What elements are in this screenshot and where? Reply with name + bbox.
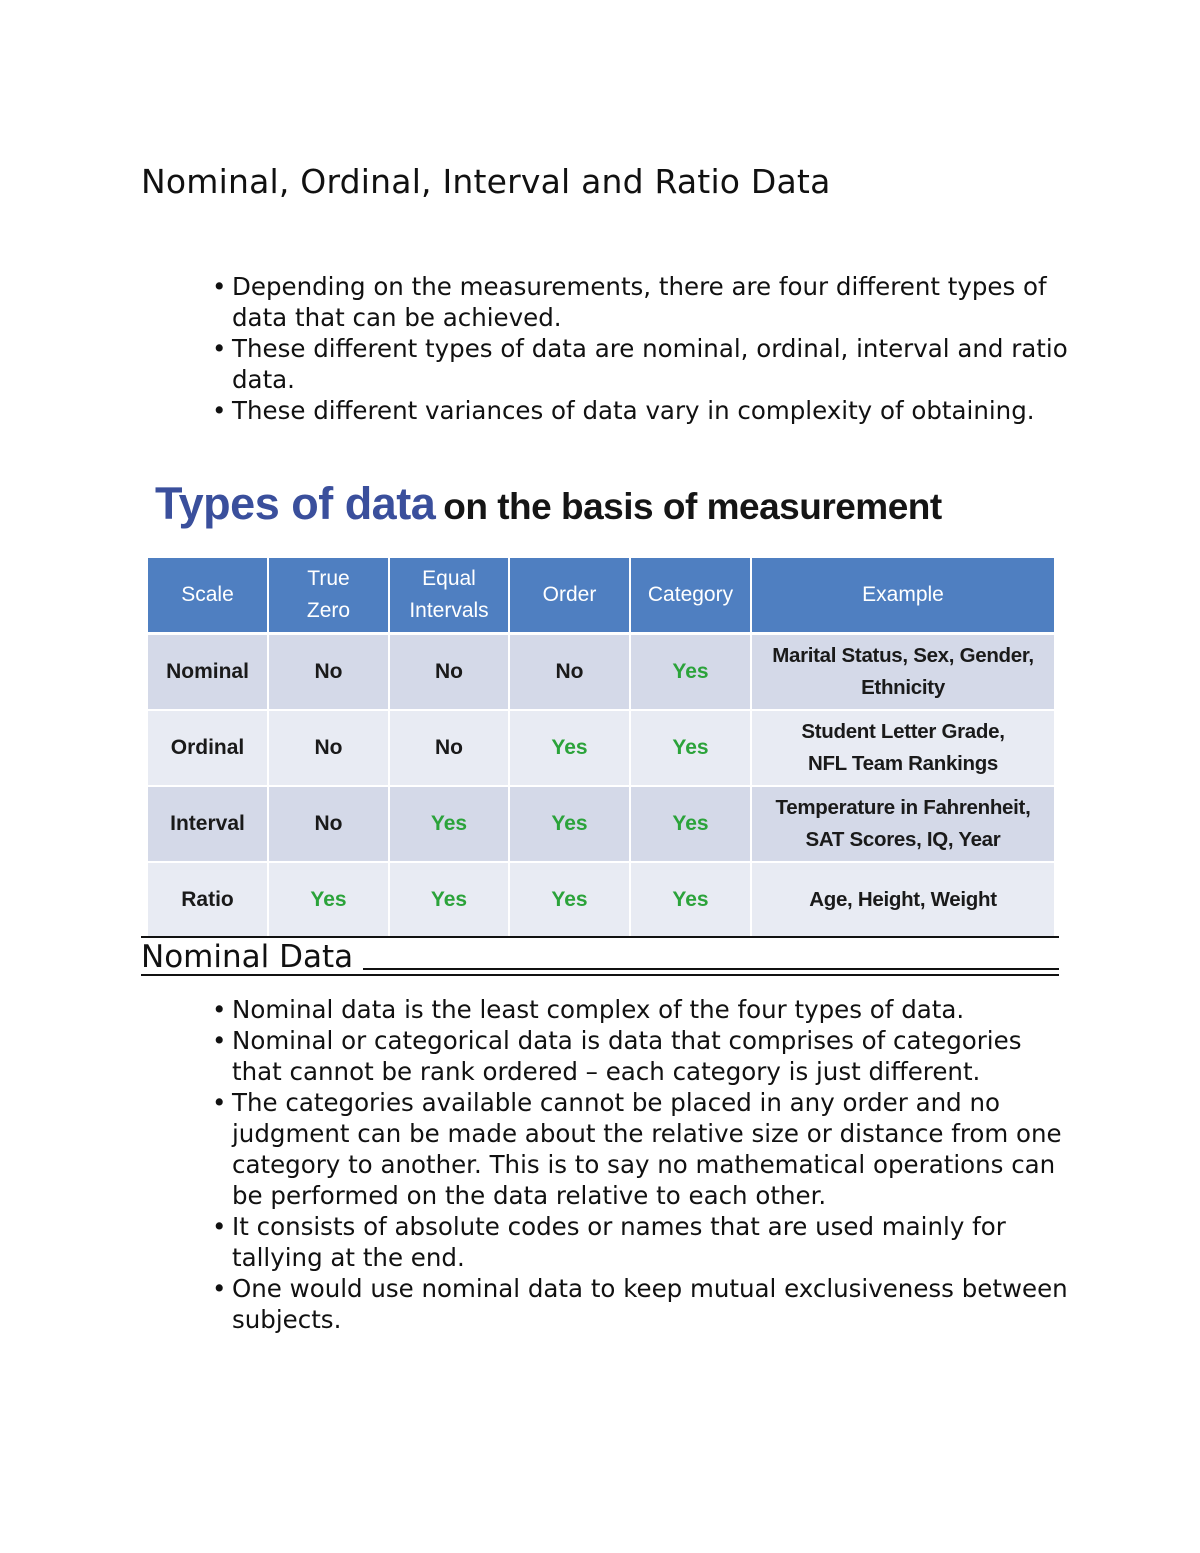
bullet-text: It consists of absolute codes or names that are used mainly for tallying at the end. [232,1212,1006,1272]
list-item [192,1211,1072,1273]
bullet-text: These different types of data are nominal, ordinal, interval and ratio data. [232,334,1068,394]
header-category: Category [630,557,751,634]
figure-title-highlight: Types of data [155,478,436,529]
list-item [192,1087,1072,1211]
cell-category: Yes [630,634,751,711]
list-item [192,994,1072,1025]
cell-category: Yes [630,710,751,786]
cell-scale: Ordinal [147,710,268,786]
header-equal-intervals: Equal Intervals [389,557,509,634]
figure-title [155,478,942,530]
cell-example: Age, Height, Weight [751,862,1055,938]
cell-scale: Nominal [147,634,268,711]
bullet-text: The categories available cannot be placed in any order and no judgment can be made about the relative size or distance from one category to another. This is to say no mathematical operations can be performed on the data relative to each other. [232,1088,1062,1210]
cell-order: Yes [509,862,630,938]
cell-category: Yes [630,862,751,938]
bullet-text: Nominal or categorical data is data that comprises of categories that cannot be rank ordered – each category is just different. [232,1026,1022,1086]
bullet-icon: • [212,1274,227,1303]
intro-bullet-list [192,271,1072,426]
nominal-bullet-list [192,994,1072,1335]
list-item [192,1025,1072,1087]
heading-rule-bottom [141,974,1059,976]
header-example: Example [751,557,1055,634]
bullet-icon: • [212,1212,227,1241]
bullet-icon: • [212,272,227,301]
heading-rule-underline [363,968,1059,970]
cell-order: No [509,634,630,711]
figure-title-rest: on the basis of measurement [443,486,942,527]
cell-equal-intervals: Yes [389,862,509,938]
header-scale: Scale [147,557,268,634]
bullet-icon: • [212,334,227,363]
bullet-icon: • [212,995,227,1024]
table-header-row [147,557,1055,634]
table-row [147,786,1055,862]
section-heading-text: Nominal Data [141,939,354,975]
cell-equal-intervals: No [389,710,509,786]
bullet-icon: • [212,1088,227,1117]
cell-order: Yes [509,786,630,862]
header-order: Order [509,557,630,634]
cell-true-zero: No [268,786,389,862]
list-item [192,271,1072,333]
page-title: Nominal, Ordinal, Interval and Ratio Data [141,162,831,202]
list-item [192,395,1072,426]
list-item [192,1273,1072,1335]
cell-example: Marital Status, Sex, Gender, Ethnicity [751,634,1055,711]
bullet-icon: • [212,1026,227,1055]
cell-example: Student Letter Grade, NFL Team Rankings [751,710,1055,786]
table-row [147,710,1055,786]
bullet-text: Depending on the measurements, there are four different types of data that can be achieved. [232,272,1047,332]
cell-category: Yes [630,786,751,862]
cell-scale: Ratio [147,862,268,938]
header-true-zero: True Zero [268,557,389,634]
table-row [147,862,1055,938]
cell-scale: Interval [147,786,268,862]
cell-order: Yes [509,710,630,786]
bullet-icon: • [212,396,227,425]
bullet-text: These different variances of data vary in complexity of obtaining. [232,396,1035,425]
measurement-scale-table [146,556,1056,939]
bullet-text: One would use nominal data to keep mutual exclusiveness between subjects. [232,1274,1068,1334]
cell-example: Temperature in Fahrenheit, SAT Scores, IQ, Year [751,786,1055,862]
table-row [147,634,1055,711]
list-item [192,333,1072,395]
cell-equal-intervals: No [389,634,509,711]
cell-equal-intervals: Yes [389,786,509,862]
cell-true-zero: Yes [268,862,389,938]
cell-true-zero: No [268,710,389,786]
bullet-text: Nominal data is the least complex of the four types of data. [232,995,965,1024]
cell-true-zero: No [268,634,389,711]
